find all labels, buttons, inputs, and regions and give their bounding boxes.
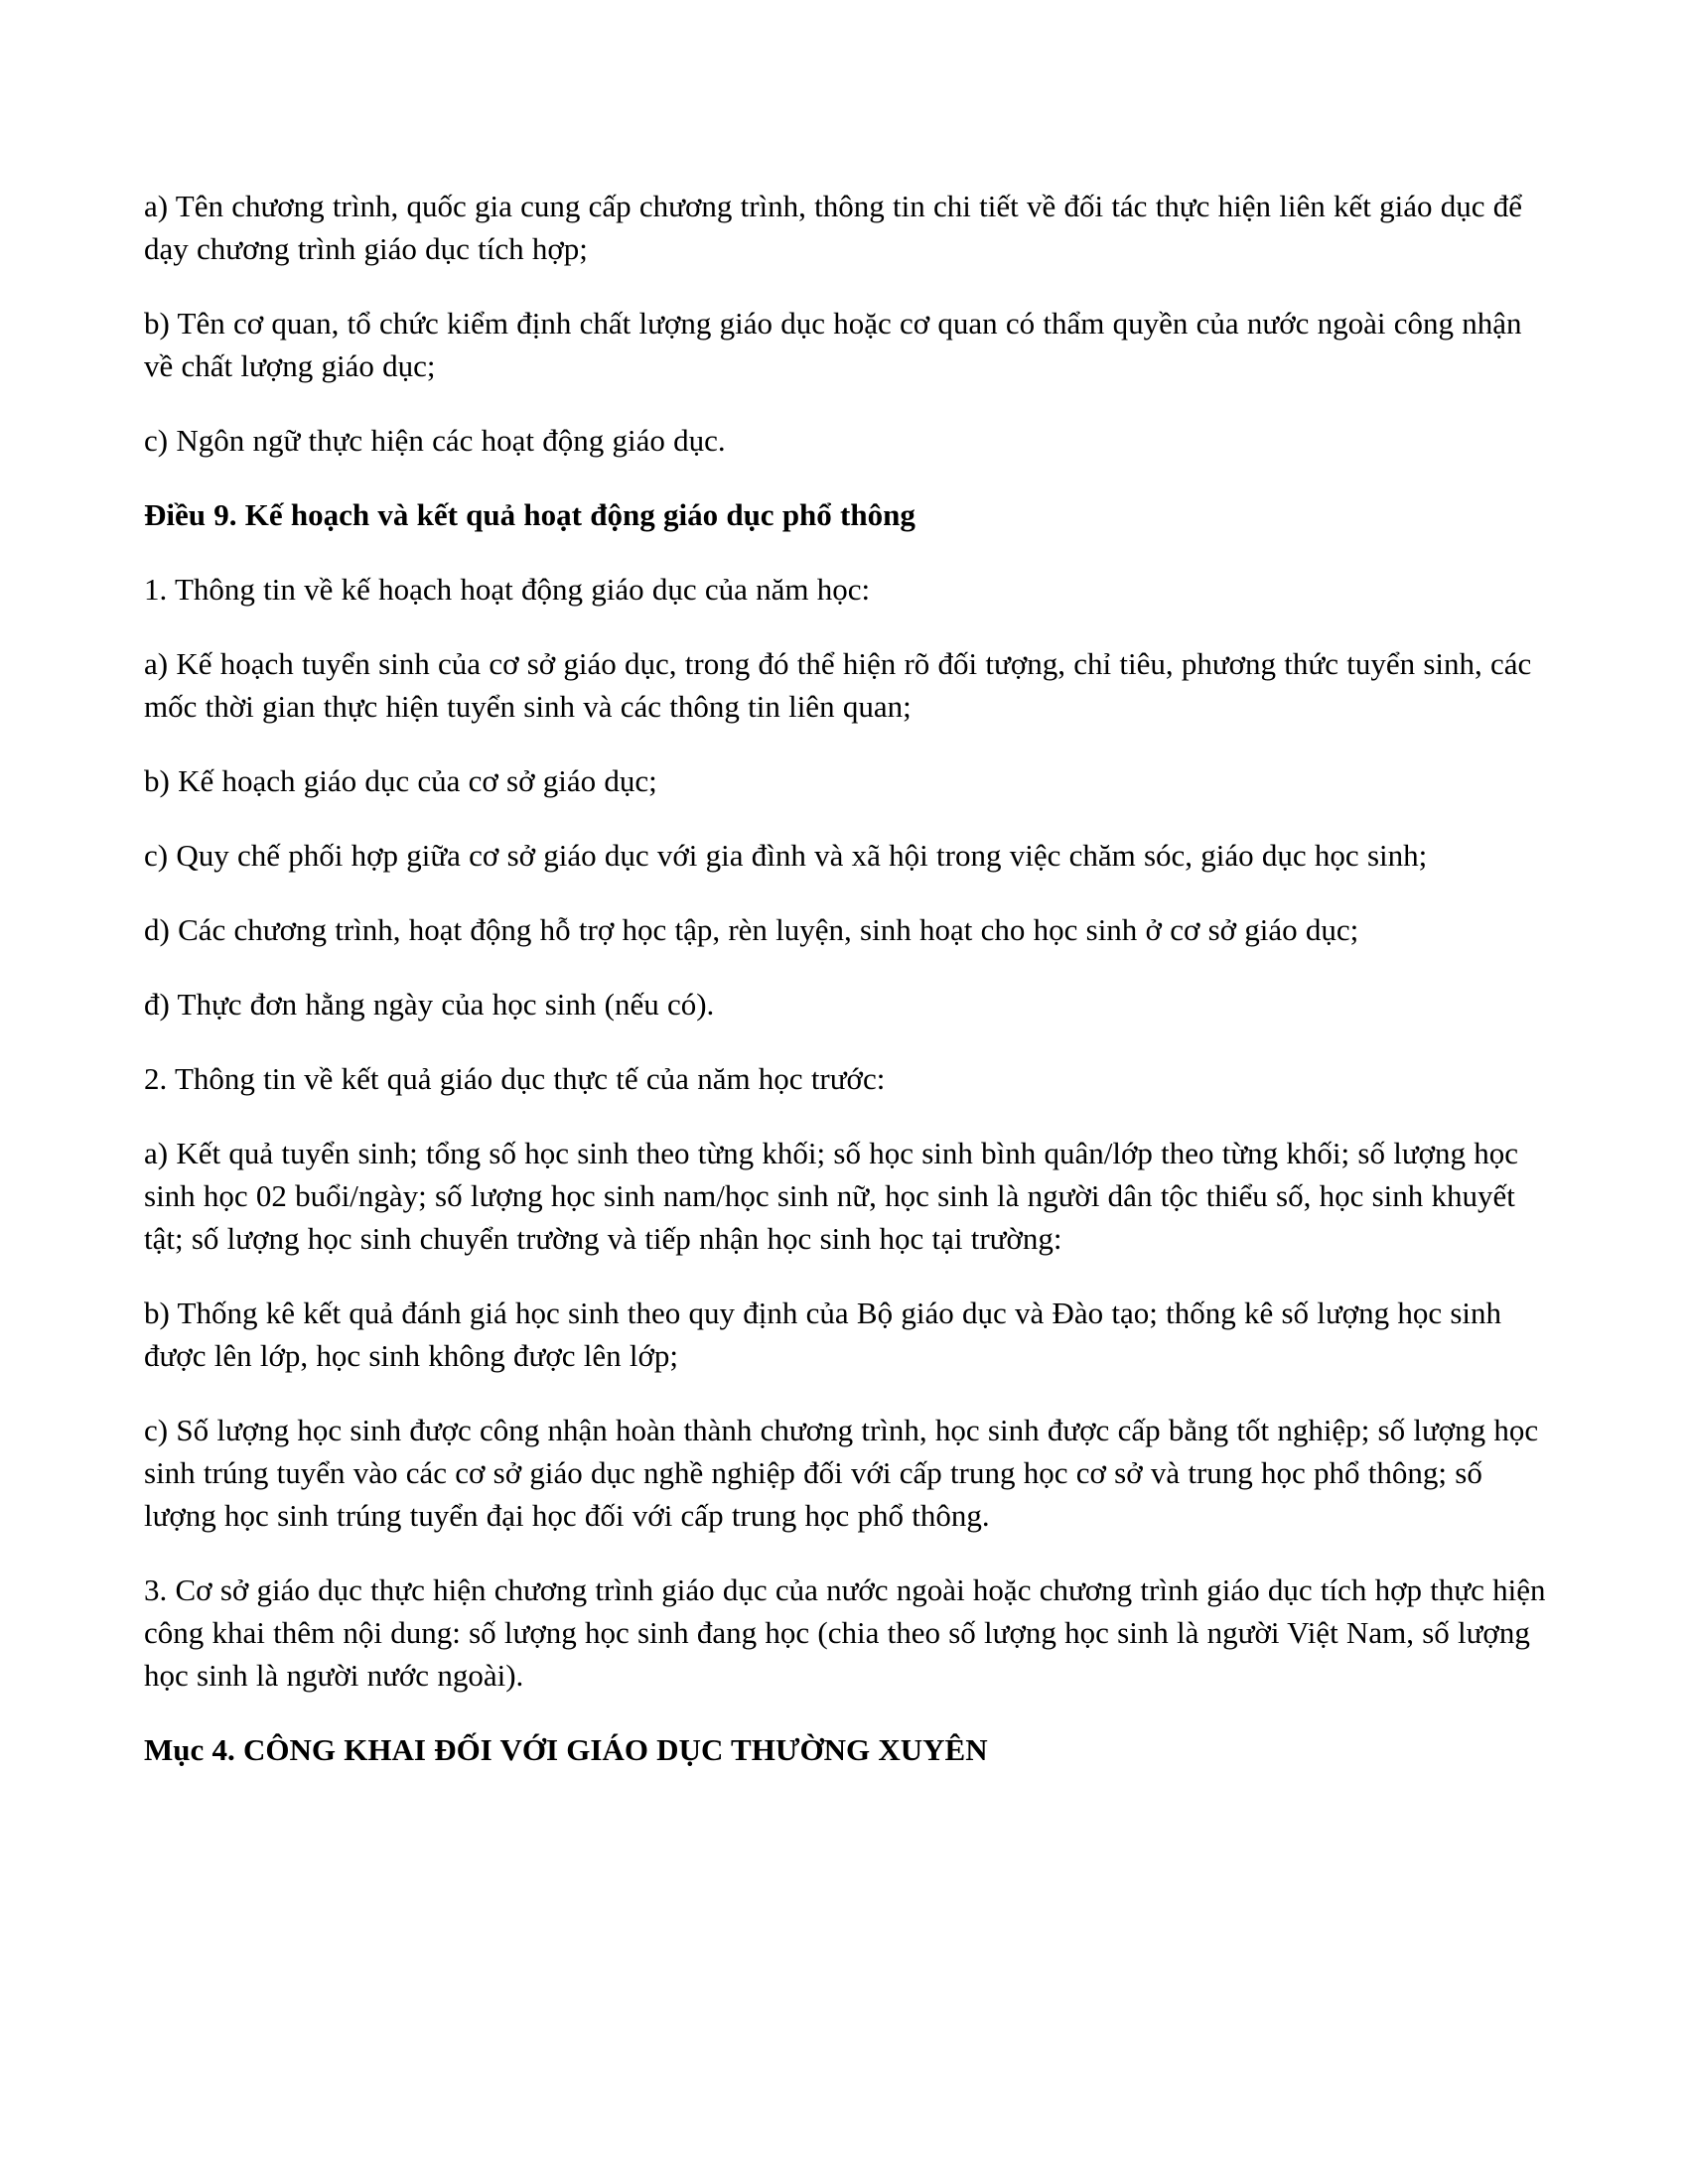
- item-2-results-info: 2. Thông tin về kết quả giáo dục thực tế của năm học trước:: [144, 1061, 886, 1096]
- section-4-heading: Mục 4. CÔNG KHAI ĐỐI VỚI GIÁO DỤC THƯỜNG XUYÊN: [144, 1732, 988, 1767]
- clause-2c-completion-stats: c) Số lượng học sinh được công nhận hoàn thành chương trình, học sinh được cấp bằng tốt nghiệp; số lượng học sinh trúng tuyển vào các cơ sở giáo dục nghề nghiệp đối với cấp trung học cơ sở và trung học phổ thông; số lượng học sinh trúng tuyển đại học đối với cấp trung học phổ thông.: [144, 1413, 1539, 1533]
- item-1-plan-info: 1. Thông tin về kế hoạch hoạt động giáo dục của năm học:: [144, 572, 871, 607]
- clause-1dd-daily-menu: đ) Thực đơn hằng ngày của học sinh (nếu có).: [144, 987, 715, 1022]
- clause-1c-coordination: c) Quy chế phối hợp giữa cơ sở giáo dục với gia đình và xã hội trong việc chăm sóc, giáo dục học sinh;: [144, 838, 1428, 873]
- clause-2b-assessment-stats: b) Thống kê kết quả đánh giá học sinh theo quy định của Bộ giáo dục và Đào tạo; thống kê số lượng học sinh được lên lớp, học sinh không được lên lớp;: [144, 1296, 1502, 1373]
- item-3-foreign-program: 3. Cơ sở giáo dục thực hiện chương trình giáo dục của nước ngoài hoặc chương trình giáo dục tích hợp thực hiện công khai thêm nội dung: số lượng học sinh đang học (chia theo số lượng học sinh là người Việt Nam, số lượng học sinh là người nước ngoài).: [144, 1572, 1546, 1693]
- clause-b-accreditation: b) Tên cơ quan, tổ chức kiểm định chất lượng giáo dục hoặc cơ quan có thẩm quyền của nước ngoài công nhận về chất lượng giáo dục;: [144, 306, 1522, 383]
- clause-c-language: c) Ngôn ngữ thực hiện các hoạt động giáo dục.: [144, 423, 726, 458]
- document-body: [144, 185, 1546, 1771]
- clause-1d-support-programs: d) Các chương trình, hoạt động hỗ trợ học tập, rèn luyện, sinh hoạt cho học sinh ở cơ sở giáo dục;: [144, 912, 1359, 947]
- article-9-heading: Điều 9. Kế hoạch và kết quả hoạt động giáo dục phổ thông: [144, 497, 915, 532]
- clause-2a-enrollment-results: a) Kết quả tuyển sinh; tổng số học sinh theo từng khối; số học sinh bình quân/lớp theo từng khối; số lượng học sinh học 02 buổi/ngày; số lượng học sinh nam/học sinh nữ, học sinh là người dân tộc thiểu số, học sinh khuyết tật; số lượng học sinh chuyển trường và tiếp nhận học sinh học tại trường:: [144, 1136, 1519, 1256]
- clause-1b-education-plan: b) Kế hoạch giáo dục của cơ sở giáo dục;: [144, 763, 657, 798]
- clause-a-integrated-program: a) Tên chương trình, quốc gia cung cấp chương trình, thông tin chi tiết về đối tác thực hiện liên kết giáo dục để dạy chương trình giáo dục tích hợp;: [144, 189, 1522, 266]
- clause-1a-enrollment-plan: a) Kế hoạch tuyển sinh của cơ sở giáo dục, trong đó thể hiện rõ đối tượng, chỉ tiêu, phương thức tuyển sinh, các mốc thời gian thực hiện tuyển sinh và các thông tin liên quan;: [144, 646, 1532, 724]
